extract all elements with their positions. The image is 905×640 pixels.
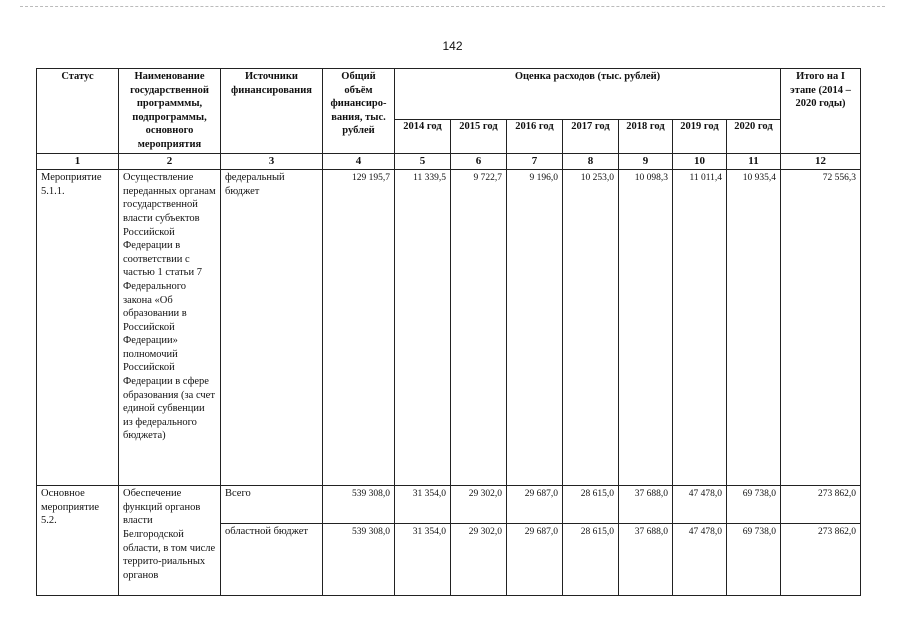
row-name: Обеспечение функций органов власти Белгородской области, в том числе террито-риальных органов: [119, 486, 221, 596]
column-number: 4: [323, 153, 395, 170]
header-estimate: Оценка расходов (тыс. рублей): [395, 69, 781, 120]
row-year-value: 29 687,0: [507, 524, 563, 596]
row-total: 539 308,0: [323, 486, 395, 524]
row-stage-total: 273 862,0: [781, 486, 861, 524]
row-year-value: 9 722,7: [451, 170, 507, 486]
header-total: Общий объём финансиро-вания, тыс. рублей: [323, 69, 395, 154]
row-year-value: 11 339,5: [395, 170, 451, 486]
row-year-value: 9 196,0: [507, 170, 563, 486]
row-year-value: 10 253,0: [563, 170, 619, 486]
row-year-value: 31 354,0: [395, 524, 451, 596]
row-year-value: 10 098,3: [619, 170, 673, 486]
row-year-value: 29 687,0: [507, 486, 563, 524]
row-year-value: 31 354,0: [395, 486, 451, 524]
row-year-value: 28 615,0: [563, 486, 619, 524]
column-number: 8: [563, 153, 619, 170]
header-stage-total: Итого на I этапе (2014 – 2020 годы): [781, 69, 861, 154]
row-year-value: 47 478,0: [673, 524, 727, 596]
row-year-value: 29 302,0: [451, 524, 507, 596]
row-year-value: 69 738,0: [727, 486, 781, 524]
row-year-value: 37 688,0: [619, 524, 673, 596]
row-year-value: 10 935,4: [727, 170, 781, 486]
column-number: 6: [451, 153, 507, 170]
column-number: 2: [119, 153, 221, 170]
row-stage-total: 273 862,0: [781, 524, 861, 596]
row-year-value: 69 738,0: [727, 524, 781, 596]
row-status: Основное мероприятие 5.2.: [37, 486, 119, 596]
row-status: Мероприятие 5.1.1.: [37, 170, 119, 486]
row-source: федеральный бюджет: [221, 170, 323, 486]
page-number: 142: [442, 39, 463, 53]
column-number: 12: [781, 153, 861, 170]
year-header: 2015 год: [451, 119, 507, 153]
row-year-value: 37 688,0: [619, 486, 673, 524]
header-name: Наименование государственной программмы, подпрограммы, основного мероприятия: [119, 69, 221, 154]
year-header: 2019 год: [673, 119, 727, 153]
row-source: областной бюджет: [221, 524, 323, 596]
column-number: 5: [395, 153, 451, 170]
row-source: Всего: [221, 486, 323, 524]
row-year-value: 28 615,0: [563, 524, 619, 596]
column-number: 11: [727, 153, 781, 170]
row-year-value: 11 011,4: [673, 170, 727, 486]
year-header: 2017 год: [563, 119, 619, 153]
column-number: 1: [37, 153, 119, 170]
column-number: 3: [221, 153, 323, 170]
top-scan-rule: [20, 6, 885, 7]
row-total: 129 195,7: [323, 170, 395, 486]
expenditure-table: [36, 68, 861, 596]
row-year-value: 47 478,0: [673, 486, 727, 524]
column-number: 10: [673, 153, 727, 170]
column-number-row: [37, 153, 861, 170]
table-row: [37, 486, 861, 524]
year-header: 2020 год: [727, 119, 781, 153]
row-name: Осуществление переданных органам государственной власти субъектов Российской Федерации в соответствии с частью 1 статьи 7 Федерального закона «Об образовании в Российской Федерации» полномочий Российской Федерации в сфере образования (за счет единой субвенции из федерального бюджета): [119, 170, 221, 486]
year-header: 2014 год: [395, 119, 451, 153]
row-year-value: 29 302,0: [451, 486, 507, 524]
header-status: Статус: [37, 69, 119, 154]
year-header: 2018 год: [619, 119, 673, 153]
header-sources: Источники финансирования: [221, 69, 323, 154]
row-stage-total: 72 556,3: [781, 170, 861, 486]
column-number: 7: [507, 153, 563, 170]
year-header: 2016 год: [507, 119, 563, 153]
row-total: 539 308,0: [323, 524, 395, 596]
table-row: [37, 170, 861, 486]
column-number: 9: [619, 153, 673, 170]
